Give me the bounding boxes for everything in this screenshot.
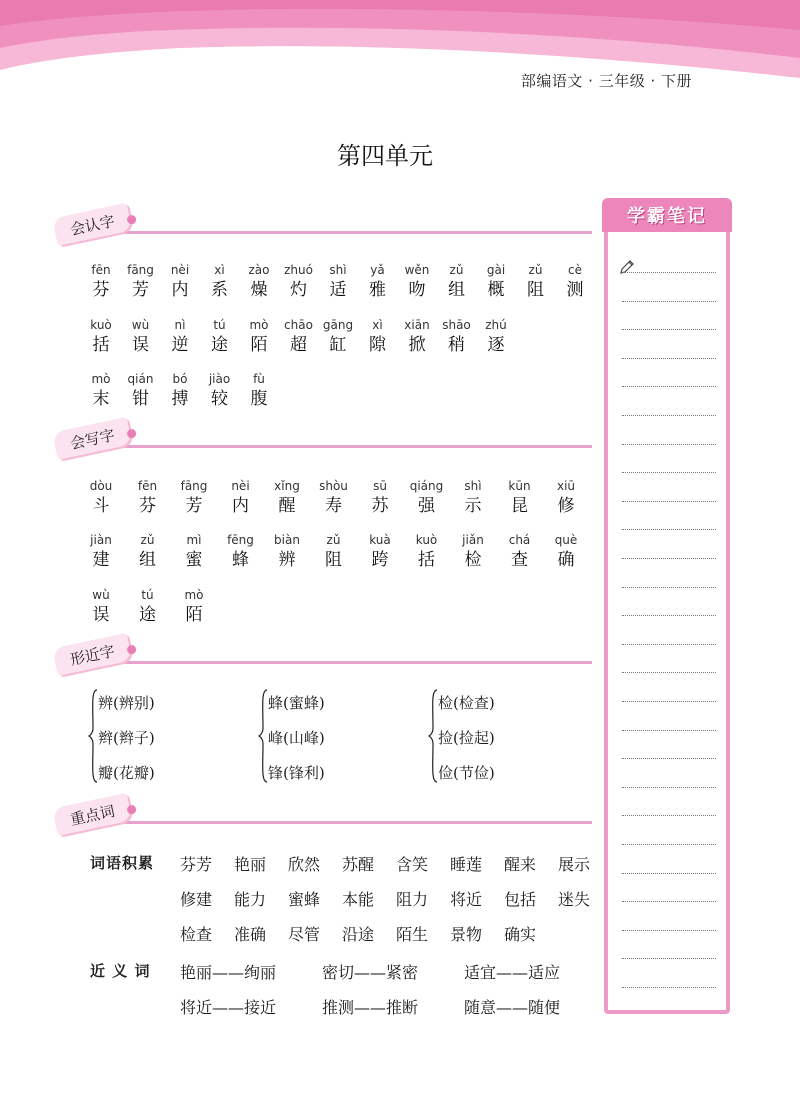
pinyin: zhuó [284, 263, 313, 277]
note-line [622, 758, 716, 759]
pinyin: kuò [415, 533, 438, 547]
similar-char: 瓣(花瓣) [98, 764, 155, 782]
synonym-pair: 将近——接近 [180, 998, 277, 1017]
char-cell [123, 586, 173, 626]
vocab-word: 醒来 [504, 855, 537, 874]
pinyin: fēn [137, 479, 158, 493]
section-xingjin-header [58, 641, 592, 678]
pinyin: kuà [369, 533, 391, 547]
pinyin: xiū [556, 479, 576, 493]
character: 燥 [250, 280, 268, 300]
char-cell [216, 477, 266, 517]
character: 辨 [278, 550, 296, 570]
pinyin: shòu [319, 479, 348, 493]
pinyin: qián [127, 372, 154, 386]
pinyin: shì [464, 479, 482, 493]
character: 雅 [369, 280, 386, 300]
character: 逐 [487, 335, 505, 355]
character: 逆 [171, 335, 189, 355]
pinyin: zǔ [528, 263, 543, 277]
similar-char: 锋(锋利) [268, 764, 325, 782]
pinyin: shāo [442, 318, 471, 332]
char-cell [169, 531, 219, 571]
note-line [622, 615, 716, 616]
pinyin: jiǎn [462, 533, 484, 547]
vocab-word: 陌生 [396, 925, 429, 944]
note-line [622, 272, 716, 273]
pinyin: gài [486, 263, 506, 277]
character: 途 [211, 335, 228, 355]
character: 蜂 [232, 550, 249, 570]
note-line [622, 444, 716, 445]
note-line [622, 844, 716, 845]
pencil-icon [618, 258, 636, 276]
character: 芳 [132, 280, 149, 300]
char-cell [169, 586, 219, 626]
character: 组 [448, 280, 465, 300]
note-line [622, 815, 716, 816]
note-line [622, 873, 716, 874]
synonym-label: 近 义 词 [90, 962, 151, 980]
pinyin: mò [249, 318, 269, 332]
character: 适 [329, 280, 347, 300]
character: 苏 [371, 496, 389, 516]
char-cell [309, 531, 359, 571]
char-cell [402, 477, 452, 517]
character: 醒 [278, 496, 296, 516]
note-line [622, 501, 716, 502]
pinyin: chá [508, 533, 531, 547]
vocab-word: 芬芳 [180, 855, 213, 874]
character: 查 [511, 550, 528, 570]
similar-char: 俭(节俭) [438, 764, 495, 782]
note-line [622, 930, 716, 931]
synonym-pair: 随意——随便 [464, 998, 561, 1017]
pinyin: shì [329, 263, 347, 277]
vocab-word: 阻力 [396, 890, 429, 909]
pinyin: sū [373, 479, 387, 493]
char-cell [402, 531, 452, 571]
pinyin: wù [92, 588, 110, 602]
char-cell [495, 477, 545, 517]
vocab-word: 尽管 [288, 925, 321, 944]
pinyin: zǔ [326, 533, 341, 547]
char-cell [448, 477, 498, 517]
character: 稍 [448, 335, 465, 355]
vocab-word: 准确 [234, 925, 267, 944]
section-label: 重点词 [52, 793, 132, 836]
brace-icon [258, 688, 268, 784]
character: 蜜 [185, 550, 203, 570]
char-cell [495, 531, 545, 571]
note-line [622, 701, 716, 702]
character: 缸 [329, 335, 347, 355]
note-line [622, 644, 716, 645]
vocab-word: 沿途 [342, 925, 375, 944]
note-line [622, 901, 716, 902]
unit-title: 第四单元 [337, 142, 433, 170]
vocab-word: 蜜蜂 [288, 890, 321, 909]
similar-char: 辫(辫子) [98, 729, 155, 747]
pinyin: nèi [170, 263, 190, 277]
character: 误 [92, 605, 110, 625]
character: 途 [139, 605, 156, 625]
pinyin: qiáng [409, 479, 444, 493]
pinyin: zhú [485, 318, 507, 332]
char-cell [309, 477, 359, 517]
vocab-word: 能力 [234, 890, 267, 909]
char-cell [76, 531, 126, 571]
char-cell [234, 370, 284, 410]
vocab-word: 修建 [180, 890, 213, 909]
character: 陌 [250, 335, 268, 355]
pinyin: kuò [90, 318, 112, 332]
character: 较 [211, 389, 228, 409]
character: 超 [290, 335, 307, 355]
char-cell [216, 531, 266, 571]
pinyin: dòu [89, 479, 113, 493]
char-cell [448, 531, 498, 571]
char-cell [123, 477, 173, 517]
section-label: 会认字 [52, 203, 132, 246]
character: 强 [418, 496, 435, 516]
character: 搏 [171, 389, 189, 409]
vocab-word: 确实 [504, 925, 537, 944]
vocab-word: 检查 [180, 925, 213, 944]
character: 吻 [408, 280, 426, 300]
section-label: 形近字 [52, 633, 132, 676]
character: 陌 [185, 605, 203, 625]
character: 确 [557, 550, 575, 570]
pinyin: xì [214, 263, 225, 277]
note-line [622, 329, 716, 330]
character: 括 [418, 550, 435, 570]
synonym-pair: 适宜——适应 [464, 963, 561, 982]
char-cell [262, 531, 312, 571]
character: 末 [92, 389, 110, 409]
brace-icon [428, 688, 438, 784]
vocab-word: 景物 [450, 925, 483, 944]
book-title: 部编语文 · 三年级 · 下册 [520, 72, 692, 90]
character: 误 [132, 335, 149, 355]
char-cell [471, 316, 521, 356]
character: 隙 [369, 335, 386, 355]
similar-char: 峰(山峰) [268, 729, 325, 747]
section-xiezi-header [58, 425, 592, 462]
section-label: 会写字 [52, 417, 132, 460]
pinyin: wěn [404, 263, 430, 277]
pinyin: fēng [227, 533, 254, 547]
pinyin: fāng [127, 263, 154, 277]
char-cell [355, 477, 405, 517]
brace-icon [88, 688, 98, 784]
vocab-word: 迷失 [558, 890, 591, 909]
pinyin: wù [131, 318, 150, 332]
vocab-word: 含笑 [396, 855, 429, 874]
section-zhongdian-header [58, 801, 592, 838]
pinyin: mò [91, 372, 111, 386]
note-line [622, 787, 716, 788]
vocab-word: 展示 [558, 855, 591, 874]
character: 测 [566, 280, 584, 300]
character: 芬 [139, 496, 156, 516]
char-cell [550, 261, 600, 301]
character: 示 [464, 496, 482, 516]
notes-panel [604, 198, 728, 1010]
pinyin: mì [186, 533, 202, 547]
character: 腹 [250, 389, 268, 409]
pinyin: chāo [284, 318, 313, 332]
pinyin: yǎ [370, 263, 385, 277]
section-renzi-header [58, 211, 592, 248]
notes-title: 学霸笔记 [602, 198, 732, 232]
pinyin: xiān [404, 318, 430, 332]
pinyin: què [554, 533, 578, 547]
pinyin: kūn [508, 479, 531, 493]
pinyin: fēn [91, 263, 111, 277]
similar-char: 检(检查) [438, 694, 495, 712]
pinyin: jiào [208, 372, 231, 386]
vocab-word: 包括 [504, 890, 537, 909]
note-line [622, 587, 716, 588]
pinyin: xì [372, 318, 383, 332]
character: 寿 [325, 496, 342, 516]
pinyin: cè [568, 263, 582, 277]
pinyin: gāng [322, 318, 354, 332]
character: 芬 [92, 280, 110, 300]
char-cell [355, 531, 405, 571]
note-line [622, 529, 716, 530]
char-cell [76, 477, 126, 517]
vocab-word: 苏醒 [342, 855, 375, 874]
note-line [622, 301, 716, 302]
pinyin: xǐng [274, 479, 300, 493]
character: 系 [211, 280, 228, 300]
vocab-word: 本能 [342, 890, 375, 909]
char-cell [169, 477, 219, 517]
note-line [622, 558, 716, 559]
pinyin: nèi [231, 479, 250, 493]
pinyin: tú [141, 588, 154, 602]
char-cell [123, 531, 173, 571]
character: 内 [232, 496, 249, 516]
character: 跨 [371, 550, 389, 570]
character: 斗 [92, 496, 110, 516]
note-line [622, 958, 716, 959]
pinyin: zào [248, 263, 270, 277]
character: 阻 [325, 550, 342, 570]
vocab-word: 睡莲 [450, 855, 483, 874]
note-line [622, 730, 716, 731]
character: 掀 [408, 335, 426, 355]
character: 昆 [511, 496, 528, 516]
pinyin: biàn [274, 533, 300, 547]
pinyin: nì [174, 318, 186, 332]
note-line [622, 987, 716, 988]
note-line [622, 672, 716, 673]
char-cell [541, 531, 591, 571]
vocab-word: 将近 [450, 890, 483, 909]
similar-char: 辨(辨别) [98, 694, 155, 712]
character: 阻 [527, 280, 544, 300]
char-cell [262, 477, 312, 517]
char-cell [541, 477, 591, 517]
character: 灼 [290, 280, 307, 300]
vocab-word: 欣然 [288, 855, 321, 874]
pinyin: bó [172, 372, 188, 386]
character: 钳 [132, 389, 149, 409]
accum-label: 词语积累 [90, 854, 155, 872]
pinyin: zǔ [140, 533, 155, 547]
note-line [622, 472, 716, 473]
character: 括 [92, 335, 110, 355]
vocab-word: 艳丽 [234, 855, 267, 874]
pinyin: mò [184, 588, 204, 602]
similar-char: 蜂(蜜蜂) [268, 694, 325, 712]
character: 组 [139, 550, 156, 570]
character: 芳 [185, 496, 203, 516]
char-cell [76, 586, 126, 626]
note-line [622, 358, 716, 359]
character: 检 [464, 550, 482, 570]
pinyin: zǔ [449, 263, 464, 277]
note-line [622, 415, 716, 416]
character: 内 [171, 280, 189, 300]
pinyin: fāng [180, 479, 208, 493]
synonym-pair: 推测——推断 [322, 998, 419, 1017]
synonym-pair: 密切——紧密 [322, 963, 419, 982]
synonym-pair: 艳丽——绚丽 [180, 963, 277, 982]
character: 概 [487, 280, 505, 300]
character: 修 [557, 496, 575, 516]
character: 建 [92, 550, 110, 570]
pinyin: fù [253, 372, 265, 386]
pinyin: jiàn [90, 533, 112, 547]
similar-char: 捡(捡起) [438, 729, 495, 747]
note-line [622, 386, 716, 387]
pinyin: tú [213, 318, 226, 332]
